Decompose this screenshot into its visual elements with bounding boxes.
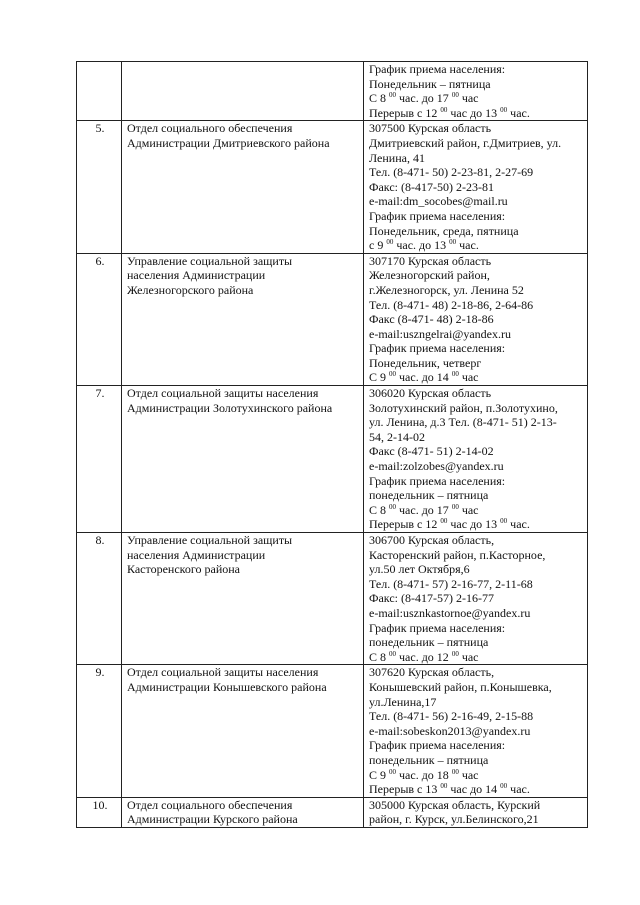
- table-row: [77, 253, 588, 385]
- address-contacts-line: e-mail:dm_socobes@mail.ru: [369, 194, 508, 209]
- address-contacts-line: График приема населения:: [369, 738, 506, 753]
- address-contacts-line: понедельник – пятница: [369, 752, 489, 767]
- address-contacts-line: e-mail:sobeskon2013@yandex.ru: [369, 723, 531, 738]
- address-contacts-line: Тел. (8-471- 48) 2-18-86, 2-64-86: [369, 297, 534, 312]
- organization-name-line: населения Администрации: [127, 547, 266, 562]
- reception-hours-line: [369, 768, 584, 783]
- hours-text: час.: [507, 105, 530, 120]
- address-contacts-line: понедельник – пятница: [369, 488, 489, 503]
- organization-name-cell: [122, 62, 364, 121]
- social-protection-offices-table: [76, 61, 588, 828]
- hours-text: Перерыв с 12: [369, 517, 441, 532]
- reception-hours-line: [369, 517, 584, 532]
- organization-name-cell: [122, 665, 364, 797]
- address-contacts-line: 305000 Курская область, Курский: [369, 797, 541, 812]
- minutes-superscript: 00: [451, 502, 459, 511]
- organization-name-cell: [122, 533, 364, 665]
- row-number: 9.: [77, 665, 122, 797]
- hours-text: Перерыв с 12: [369, 105, 441, 120]
- address-contacts-line: Понедельник, среда, пятница: [369, 223, 519, 238]
- address-contacts-line: Касторенский район, п.Касторное,: [369, 547, 546, 562]
- hours-text: С 8: [369, 649, 390, 664]
- address-contacts-cell: [364, 253, 588, 385]
- organization-name-line: Администрации Золотухинского района: [127, 400, 333, 415]
- table-row: [77, 665, 588, 797]
- address-contacts-line: График приема населения:: [369, 473, 506, 488]
- minutes-superscript: 00: [500, 782, 508, 791]
- organization-name-line: Управление социальной защиты: [127, 253, 293, 268]
- address-contacts-line: График приема населения:: [369, 620, 506, 635]
- address-contacts-line: e-mail:zolzobes@yandex.ru: [369, 459, 504, 474]
- address-contacts-line: Факс (8-471- 48) 2-18-86: [369, 312, 494, 327]
- minutes-superscript: 00: [440, 517, 448, 526]
- organization-name-line: Отдел социального обеспечения: [127, 121, 293, 136]
- organization-name-line: Отдел социальной защиты населения: [127, 665, 319, 680]
- minutes-superscript: 00: [451, 370, 459, 379]
- hours-text: час.: [507, 782, 530, 797]
- hours-text: час: [458, 767, 479, 782]
- hours-text: С 8: [369, 502, 390, 517]
- hours-text: Перерыв с 13: [369, 782, 441, 797]
- hours-text: час до 13: [447, 517, 501, 532]
- organization-name-line: Отдел социального обеспечения: [127, 797, 293, 812]
- hours-text: час. до 13: [393, 238, 450, 253]
- minutes-superscript: 00: [389, 91, 397, 100]
- hours-text: час. до 12: [396, 649, 452, 664]
- organization-name-cell: [122, 797, 364, 827]
- minutes-superscript: 00: [389, 649, 397, 658]
- hours-text: час. до 18: [396, 767, 452, 782]
- organization-name-line: населения Администрации: [127, 268, 266, 283]
- address-contacts-line: Понедельник – пятница: [369, 76, 491, 91]
- address-contacts-line: e-mail:uszngelrai@yandex.ru: [369, 326, 511, 341]
- table-body: [77, 62, 588, 828]
- reception-hours-line: [369, 238, 584, 253]
- reception-hours-line: [369, 650, 584, 665]
- organization-name-cell: [122, 253, 364, 385]
- table-row: [77, 797, 588, 827]
- address-contacts-line: Факс: (8-417-57) 2-16-77: [369, 591, 494, 606]
- hours-text: час до 13: [447, 105, 501, 120]
- table-row: [77, 121, 588, 253]
- hours-text: час. до 14: [396, 370, 452, 385]
- address-contacts-line: 307620 Курская область,: [369, 665, 495, 680]
- address-contacts-line: 306020 Курская область: [369, 386, 492, 401]
- organization-name-line: Управление социальной защиты: [127, 533, 293, 547]
- address-contacts-line: 306700 Курская область,: [369, 533, 495, 547]
- address-contacts-line: 54, 2-14-02: [369, 429, 425, 444]
- address-contacts-cell: [364, 665, 588, 797]
- row-number: 10.: [77, 797, 122, 827]
- minutes-superscript: 00: [440, 782, 448, 791]
- hours-text: час: [458, 91, 479, 106]
- reception-hours-line: [369, 106, 584, 121]
- table-row: [77, 62, 588, 121]
- address-contacts-line: Тел. (8-471- 56) 2-16-49, 2-15-88: [369, 709, 534, 724]
- address-contacts-line: Тел. (8-471- 57) 2-16-77, 2-11-68: [369, 576, 533, 591]
- address-contacts-line: 307500 Курская область: [369, 121, 492, 136]
- address-contacts-cell: [364, 121, 588, 253]
- organization-name-cell: [122, 386, 364, 533]
- hours-text: С 8: [369, 91, 390, 106]
- hours-text: час: [458, 649, 479, 664]
- minutes-superscript: 00: [451, 767, 459, 776]
- address-contacts-line: Факс (8-471- 51) 2-14-02: [369, 444, 494, 459]
- hours-text: час.: [456, 238, 479, 253]
- organization-name-line: Администрации Конышевского района: [127, 679, 327, 694]
- row-number: [77, 62, 122, 121]
- minutes-superscript: 00: [389, 502, 397, 511]
- organization-name-line: Железногорского района: [127, 282, 254, 297]
- address-contacts-cell: [364, 533, 588, 665]
- address-contacts-line: График приема населения:: [369, 208, 506, 223]
- address-contacts-line: г.Железногорск, ул. Ленина 52: [369, 282, 524, 297]
- address-contacts-line: Железногорский район,: [369, 268, 490, 283]
- address-contacts-line: Ленина, 41: [369, 150, 425, 165]
- hours-text: час. до 17: [396, 502, 452, 517]
- address-contacts-line: район, г. Курск, ул.Белинского,21: [369, 812, 539, 827]
- hours-text: час: [458, 370, 479, 385]
- address-contacts-line: График приема населения:: [369, 62, 506, 76]
- address-contacts-cell: [364, 62, 588, 121]
- hours-text: С 9: [369, 370, 390, 385]
- hours-text: с 9: [369, 238, 387, 253]
- address-contacts-line: Конышевский район, п.Конышевка,: [369, 679, 552, 694]
- organization-name-cell: [122, 121, 364, 253]
- address-contacts-line: График приема населения:: [369, 341, 506, 356]
- organization-name-line: Отдел социальной защиты населения: [127, 386, 319, 401]
- organization-name-line: Касторенского района: [127, 562, 240, 577]
- hours-text: час. до 17: [396, 91, 452, 106]
- address-contacts-line: Дмитриевский район, г.Дмитриев, ул.: [369, 135, 562, 150]
- minutes-superscript: 00: [500, 105, 508, 114]
- hours-text: час: [458, 502, 479, 517]
- address-contacts-line: Понедельник, четверг: [369, 355, 482, 370]
- hours-text: час до 14: [447, 782, 501, 797]
- row-number: 6.: [77, 253, 122, 385]
- reception-hours-line: [369, 782, 584, 797]
- row-number: 5.: [77, 121, 122, 253]
- address-contacts-line: ул. Ленина, д.3 Тел. (8-471- 51) 2-13-: [369, 415, 557, 430]
- minutes-superscript: 00: [389, 370, 397, 379]
- address-contacts-line: e-mail:usznkastornoe@yandex.ru: [369, 605, 531, 620]
- table-row: [77, 533, 588, 665]
- hours-text: С 9: [369, 767, 390, 782]
- organization-name-line: Администрации Дмитриевского района: [127, 135, 330, 150]
- address-contacts-cell: [364, 386, 588, 533]
- minutes-superscript: 00: [451, 649, 459, 658]
- address-contacts-line: понедельник – пятница: [369, 635, 489, 650]
- row-number: 8.: [77, 533, 122, 665]
- reception-hours-line: [369, 370, 584, 385]
- address-contacts-line: ул.Ленина,17: [369, 694, 437, 709]
- minutes-superscript: 00: [451, 91, 459, 100]
- address-contacts-line: ул.50 лет Октября,6: [369, 562, 470, 577]
- minutes-superscript: 00: [389, 767, 397, 776]
- minutes-superscript: 00: [449, 238, 457, 247]
- organization-name-line: Администрации Курского района: [127, 812, 298, 827]
- address-contacts-line: Тел. (8-471- 50) 2-23-81, 2-27-69: [369, 165, 534, 180]
- row-number: 7.: [77, 386, 122, 533]
- address-contacts-line: 307170 Курская область: [369, 253, 492, 268]
- hours-text: час.: [507, 517, 530, 532]
- reception-hours-line: [369, 503, 584, 518]
- minutes-superscript: 00: [386, 238, 394, 247]
- reception-hours-line: [369, 91, 584, 106]
- minutes-superscript: 00: [440, 105, 448, 114]
- address-contacts-line: Золотухинский район, п.Золотухино,: [369, 400, 558, 415]
- address-contacts-cell: [364, 797, 588, 827]
- table-row: [77, 386, 588, 533]
- minutes-superscript: 00: [500, 517, 508, 526]
- address-contacts-line: Факс: (8-417-50) 2-23-81: [369, 179, 494, 194]
